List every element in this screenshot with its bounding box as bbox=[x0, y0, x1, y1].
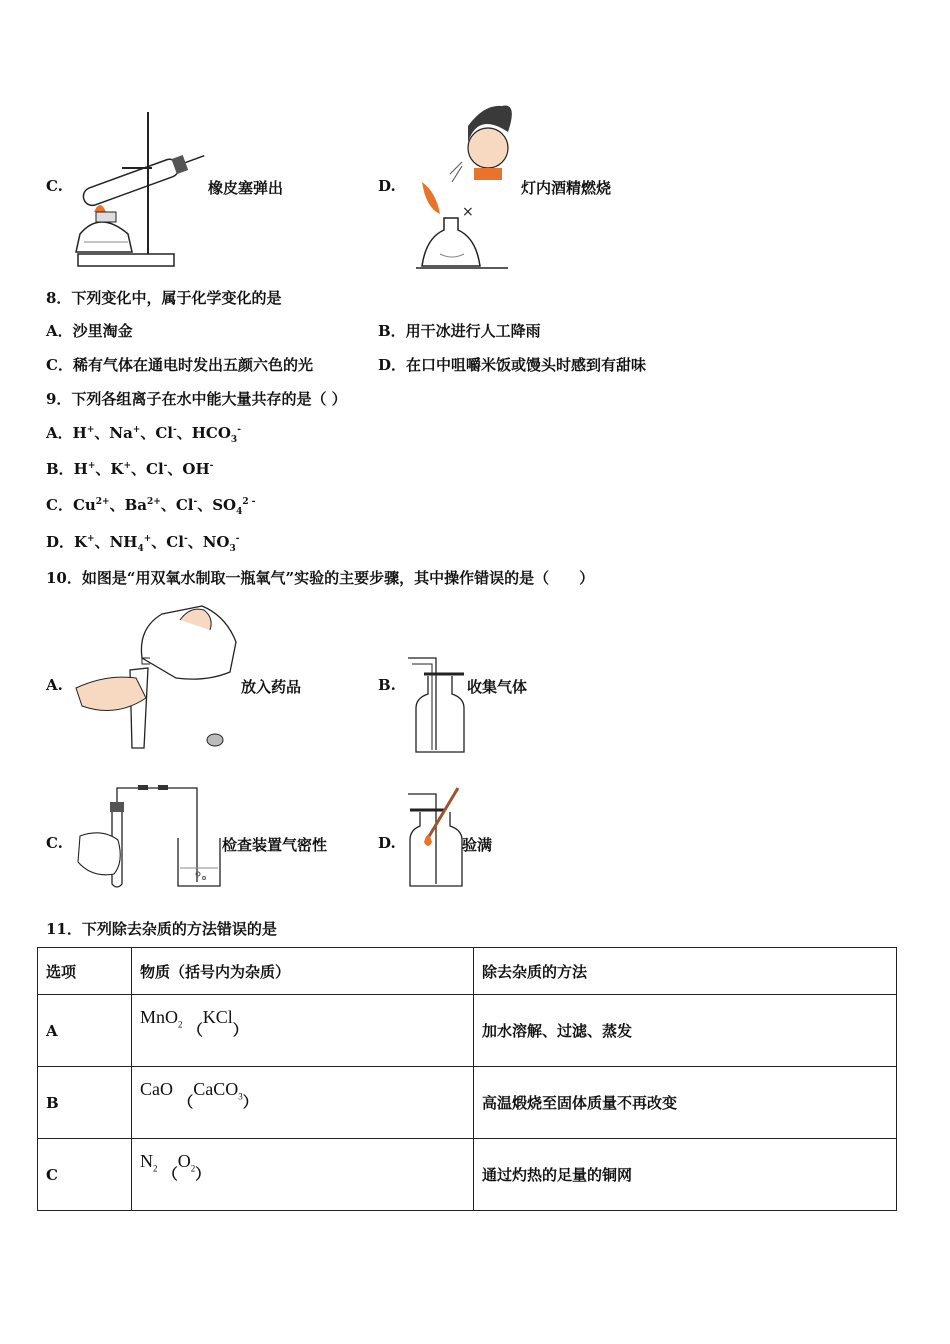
header-method: 除去杂质的方法 bbox=[474, 948, 897, 995]
q10-d-letter: D. bbox=[378, 834, 396, 852]
row-option: A bbox=[38, 995, 132, 1067]
blowing-out-alcohol-lamp-icon bbox=[404, 102, 522, 270]
table-row bbox=[38, 995, 897, 1067]
q7-d-caption: 灯内酒精燃烧 bbox=[521, 179, 612, 197]
q10-a-caption: 放入药品 bbox=[241, 678, 302, 696]
q10-b-letter: B. bbox=[378, 676, 396, 694]
q10-c-letter: C. bbox=[46, 834, 63, 852]
q8-option-c: C．稀有气体在通电时发出五颜六色的光 bbox=[46, 356, 313, 374]
q10-b-caption: 收集气体 bbox=[467, 678, 528, 696]
header-substance: 物质（括号内为杂质） bbox=[132, 948, 474, 995]
q7-c-caption: 橡皮塞弹出 bbox=[208, 179, 284, 197]
row-method: 加水溶解、过滤、蒸发 bbox=[474, 995, 897, 1067]
q8-option-d: D．在口中咀嚼米饭或馒头时感到有甜味 bbox=[378, 356, 647, 374]
row-option: C bbox=[38, 1139, 132, 1211]
row-method: 通过灼热的足量的铜网 bbox=[474, 1139, 897, 1211]
table-row bbox=[38, 1067, 897, 1139]
q9-stem: 9．下列各组离子在水中能大量共存的是（ ） bbox=[46, 390, 347, 408]
row-substance: $N_2$ $(O_2)$ bbox=[132, 1139, 474, 1211]
q9-option-a: A．H+、Na+、Cl-、$HCO_3^-$ bbox=[46, 424, 241, 445]
gas-collecting-bottle-icon bbox=[404, 650, 468, 754]
q9-option-b: B．H+、K+、Cl-、OH- bbox=[46, 460, 214, 478]
checking-airtightness-icon bbox=[74, 780, 224, 890]
q10-a-letter: A. bbox=[46, 676, 63, 694]
row-substance: MnO$_2$ （KCl） bbox=[132, 995, 474, 1067]
row-substance: CaO （CaCO$_3$） bbox=[132, 1067, 474, 1139]
q7-c-letter: C. bbox=[46, 177, 63, 195]
row-option: B bbox=[38, 1067, 132, 1139]
q10-c-caption: 检查装置气密性 bbox=[222, 836, 328, 854]
q11-stem: 11．下列除去杂质的方法错误的是 bbox=[46, 920, 277, 938]
q8-option-a: A．沙里淘金 bbox=[46, 322, 133, 340]
header-option: 选项 bbox=[38, 948, 132, 995]
table-row bbox=[38, 1139, 897, 1211]
svg-text:×: × bbox=[462, 204, 474, 220]
q10-d-caption: 验满 bbox=[462, 836, 493, 854]
q7-d-letter: D. bbox=[378, 177, 396, 195]
q9-option-c: C．$Cu^{2+}$、$Ba^{2+}$、Cl-、$SO_4^{2 -}$ bbox=[46, 496, 256, 517]
pouring-reagent-into-test-tube-icon bbox=[72, 600, 242, 750]
q9-option-d: D．K+、$NH_4^+$、Cl-、$NO_3^-$ bbox=[46, 533, 240, 554]
testing-full-bottle-with-splint-icon bbox=[404, 786, 466, 890]
q10-stem: 10．如图是“用双氧水制取一瓶氧气”实验的主要步骤，其中操作错误的是（ ） bbox=[46, 569, 595, 587]
q8-option-b: B．用干冰进行人工降雨 bbox=[378, 322, 541, 340]
row-method: 高温煅烧至固体质量不再改变 bbox=[474, 1067, 897, 1139]
impurity-table bbox=[37, 947, 897, 1211]
q8-stem: 8．下列变化中，属于化学变化的是 bbox=[46, 289, 282, 307]
iron-stand-heating-tube-icon bbox=[70, 108, 210, 270]
table-header-row bbox=[38, 948, 897, 995]
